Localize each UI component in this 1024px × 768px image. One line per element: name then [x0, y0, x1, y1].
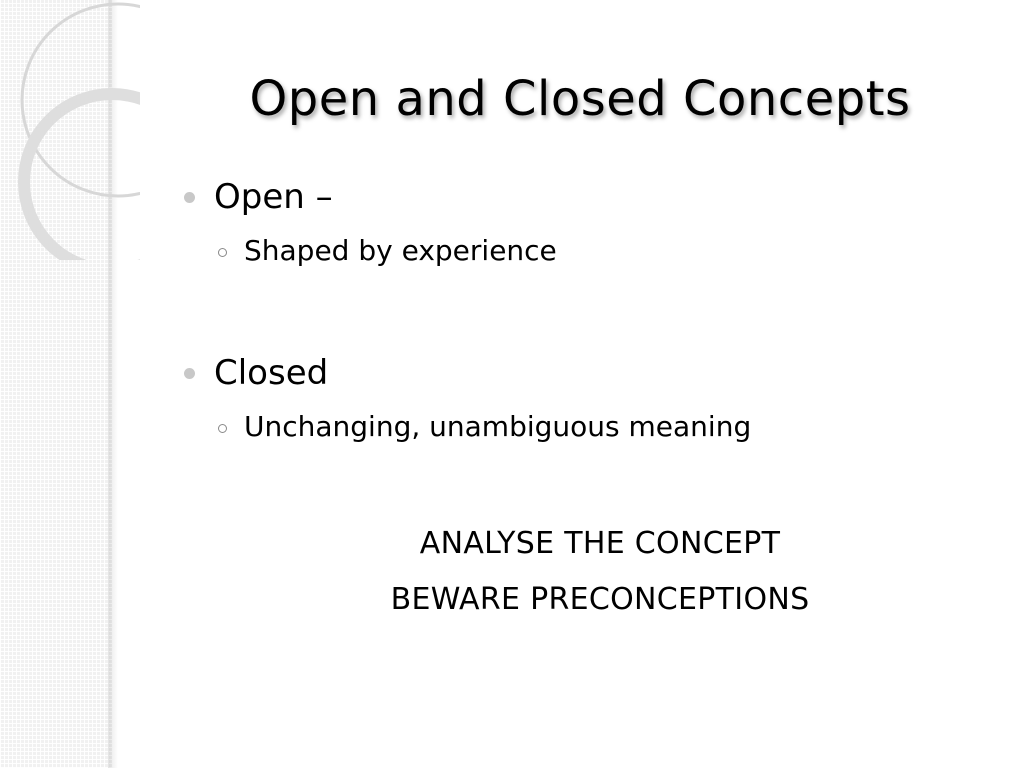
- sub-bullet-item: [182, 224, 982, 278]
- slide-title: Open and Closed Concepts: [249, 71, 911, 127]
- bullet-dot-icon: [184, 368, 195, 379]
- sub-bullet-text: Unchanging, unambiguous meaning: [244, 410, 752, 443]
- callout-analyse: ANALYSE THE CONCEPT: [419, 526, 781, 561]
- bullet-item-open: [182, 170, 982, 224]
- sub-bullet-ring-icon: [218, 248, 227, 257]
- bullet-text: Closed: [214, 353, 329, 393]
- sub-bullet-ring-icon: [218, 424, 227, 433]
- bullet-list: [182, 170, 982, 454]
- spacer: [182, 278, 982, 346]
- bullet-item-closed: [182, 346, 982, 400]
- sub-bullet-text: Shaped by experience: [244, 234, 557, 267]
- decorative-rings-icon: [0, 0, 140, 260]
- bullet-text: Open –: [214, 177, 333, 217]
- bullet-dot-icon: [184, 192, 195, 203]
- sub-bullet-item: [182, 400, 982, 454]
- callout-beware: BEWARE PRECONCEPTIONS: [390, 582, 810, 617]
